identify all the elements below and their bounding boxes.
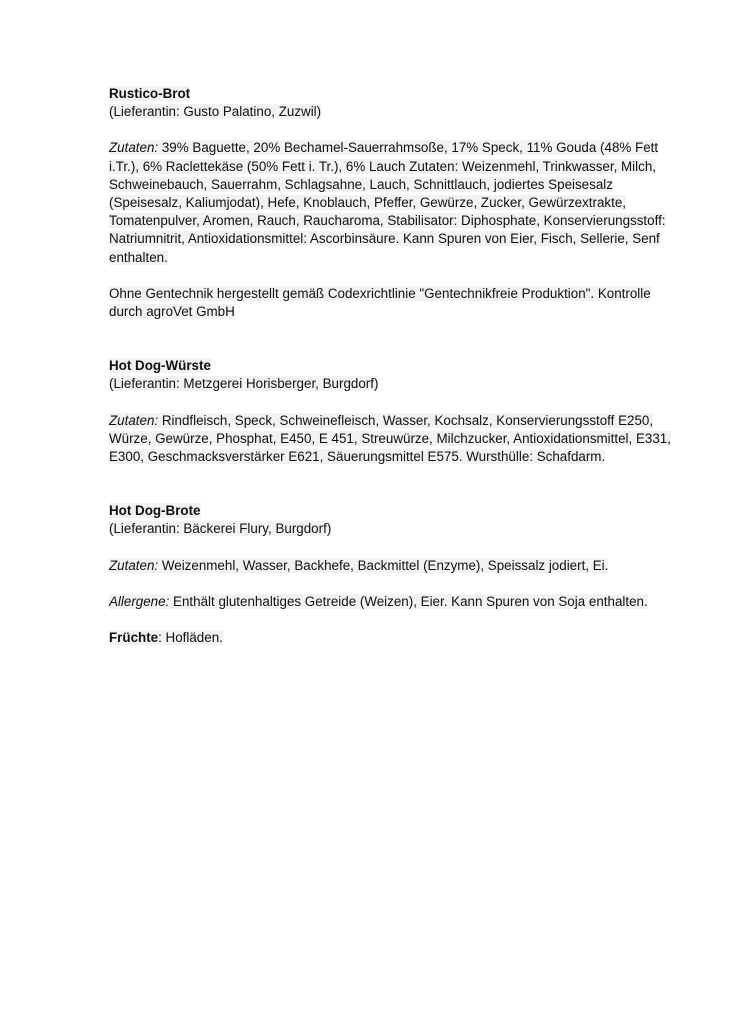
ingredients-text: Rindfleisch, Speck, Schweinefleisch, Wasser, Kochsalz, Konservierungsstoff E250, Würze, Gewürze, Phosphat, E450, E 451, Streuwürze, Milchzucker, Antioxidationsmittel, E331, E300, Geschmacksverstärker E621, Säuerungsmittel E575. Wursthülle: Schafdarm. bbox=[109, 412, 671, 465]
section-title: Rustico-Brot bbox=[109, 86, 191, 101]
supplier-text: (Lieferantin: Metzgerei Horisberger, Burgdorf) bbox=[109, 376, 379, 392]
fruits-label: Früchte bbox=[109, 630, 159, 646]
allergens-label: Allergene: bbox=[109, 593, 170, 609]
section-title: Hot Dog-Brote bbox=[109, 503, 201, 519]
ingredients-label: Zutaten: bbox=[109, 557, 159, 573]
ingredients-paragraph bbox=[109, 557, 679, 575]
supplier-text: (Lieferantin: Bäckerei Flury, Burgdorf) bbox=[109, 521, 332, 537]
ingredients-text: 39% Baguette, 20% Bechamel-Sauerrahmsoße, 17% Speck, 11% Gouda (48% Fett i.Tr.), 6% Raclettekäse (50% Fett i. Tr.), 6% Lauch Zutaten: Weizenmehl, Trinkwasser, Milch, Schweinebauch, Sauerrahm, Schlagsahne, Lauch, Schnittlauch, jodiertes Speisesalz (Speisesalz, Kaliumjodat), Hefe, Knoblauch, Pfeffer, Gewürze, Zucker, Gewürzextrakte, Tomatenpulver, Aromen, Rauch, Raucharoma, Stabilisator: Diphosphate, Konservierungsstoff: Natriumnitrit, Antioxidationsmittel: Ascorbinsäure. Kann Spuren von Eier, Fisch, Sellerie, Senf enthalten. bbox=[109, 140, 666, 265]
ingredients-paragraph bbox=[109, 412, 679, 467]
ingredients-paragraph bbox=[109, 139, 679, 266]
allergens-paragraph bbox=[109, 593, 679, 611]
document-page bbox=[109, 85, 679, 647]
supplier-text: (Lieferantin: Gusto Palatino, Zuzwil) bbox=[109, 104, 322, 120]
ingredients-text: Weizenmehl, Wasser, Backhefe, Backmittel (Enzyme), Speissalz jodiert, Ei. bbox=[158, 557, 609, 573]
section-hot-dog-brote bbox=[109, 502, 679, 611]
production-note: Ohne Gentechnik hergestellt gemäß Codexrichtlinie "Gentechnikfreie Produktion". Kontrolle durch agroVet GmbH bbox=[109, 285, 651, 320]
allergens-text: Enthält glutenhaltiges Getreide (Weizen), Eier. Kann Spuren von Soja enthalten. bbox=[169, 593, 648, 609]
section-rustico-brot bbox=[109, 85, 679, 321]
fruits-line bbox=[109, 629, 679, 647]
ingredients-label: Zutaten: bbox=[109, 412, 159, 428]
section-title: Hot Dog-Würste bbox=[109, 358, 211, 374]
fruits-text: : Hofläden. bbox=[158, 630, 223, 646]
section-hot-dog-wuerste bbox=[109, 357, 679, 466]
ingredients-label: Zutaten: bbox=[109, 140, 159, 156]
